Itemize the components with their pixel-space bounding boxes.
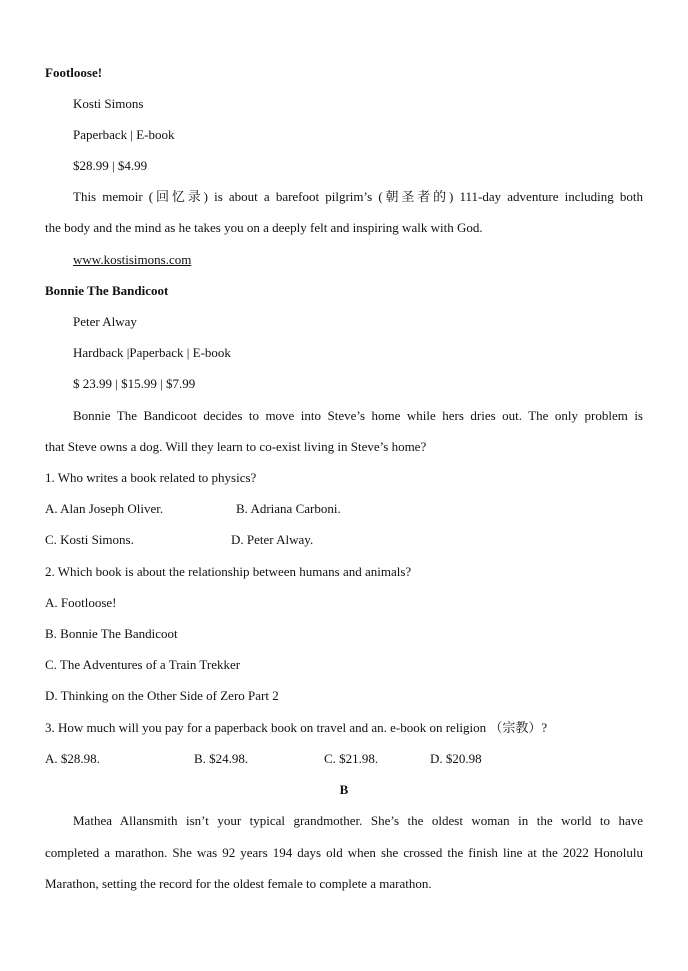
section-b-paragraph-line1: Mathea Allansmith isn’t your typical grandmother. She’s the oldest woman in the world to have (73, 813, 643, 828)
book2-format: Hardback |Paperback | E-book (73, 345, 231, 360)
question-1-options-row-2 (45, 532, 645, 548)
section-b-paragraph-line2: completed a marathon. She was 92 years 194 days old when she crossed the finish line at the 2022 Honolulu (45, 845, 643, 860)
question-1-option-c: C. Kosti Simons. (45, 532, 134, 547)
question-3-option-c: C. $21.98. (324, 751, 379, 766)
book1-format: Paperback | E-book (73, 127, 175, 142)
book1-author: Kosti Simons (73, 96, 144, 111)
book1-price: $28.99 | $4.99 (73, 158, 148, 173)
question-1-text: 1. Who writes a book related to physics? (45, 470, 257, 485)
book1-description-line1: This memoir (回忆录) is about a barefoot pilgrim’s (朝圣者的) 111-day adventure including both (73, 189, 643, 204)
question-2-option-d: D. Thinking on the Other Side of Zero Part 2 (45, 688, 279, 703)
question-3-text: 3. How much will you pay for a paperback book on travel and an. e-book on religion （宗教）? (45, 720, 548, 735)
book1-website-link[interactable]: www.kostisimons.com (73, 252, 192, 267)
question-1-option-a: A. Alan Joseph Oliver. (45, 501, 164, 516)
question-2-option-a: A. Footloose! (45, 595, 117, 610)
question-3-options-row (45, 751, 645, 767)
book1-description-line2: the body and the mind as he takes you on a deeply felt and inspiring walk with God. (45, 220, 483, 235)
book2-description-line2: that Steve owns a dog. Will they learn to co-exist living in Steve’s home? (45, 439, 427, 454)
book2-title: Bonnie The Bandicoot (45, 283, 169, 298)
section-b-heading: B (339, 782, 349, 797)
question-1-option-d: D. Peter Alway. (231, 532, 314, 547)
book2-price: $ 23.99 | $15.99 | $7.99 (73, 376, 196, 391)
book1-title: Footloose! (45, 65, 103, 80)
section-b-paragraph-line3: Marathon, setting the record for the oldest female to complete a marathon. (45, 876, 432, 891)
question-3-option-d: D. $20.98 (430, 751, 482, 766)
question-1-options-row-1 (45, 501, 645, 517)
question-2-text: 2. Which book is about the relationship between humans and animals? (45, 564, 412, 579)
question-1-option-b: B. Adriana Carboni. (236, 501, 341, 516)
book2-author: Peter Alway (73, 314, 137, 329)
question-2-option-b: B. Bonnie The Bandicoot (45, 626, 178, 641)
question-2-option-c: C. The Adventures of a Train Trekker (45, 657, 241, 672)
book2-description-line1: Bonnie The Bandicoot decides to move into Steve’s home while hers dries out. The only problem is (73, 408, 643, 423)
question-3-option-a: A. $28.98. (45, 751, 100, 766)
question-3-option-b: B. $24.98. (194, 751, 249, 766)
